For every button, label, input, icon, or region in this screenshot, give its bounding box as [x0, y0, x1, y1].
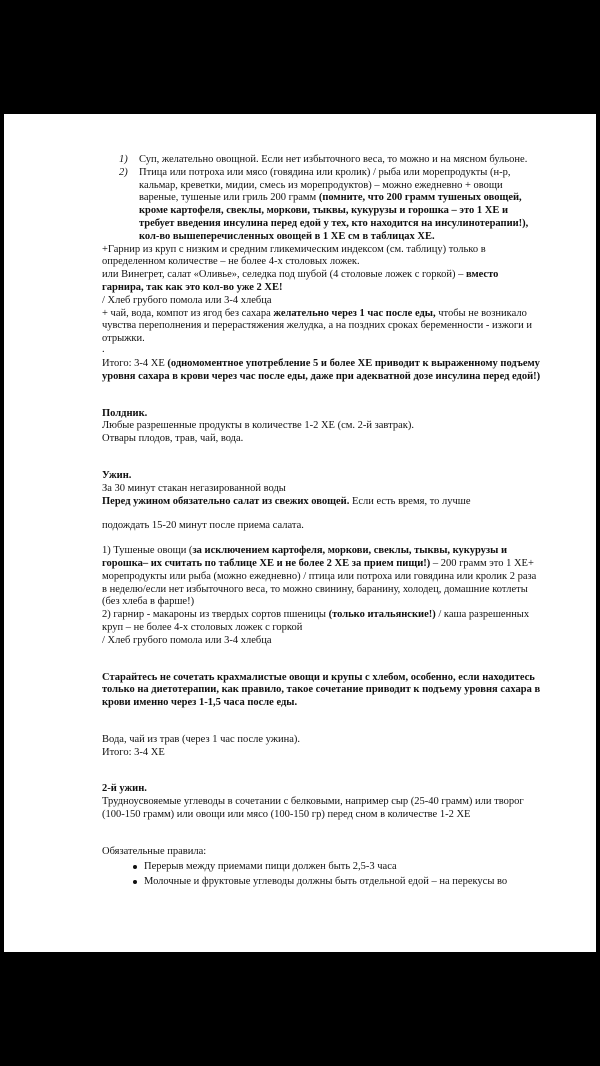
snack-heading: Полдник. — [102, 407, 148, 419]
document-page — [4, 114, 596, 952]
list-item — [102, 876, 542, 889]
dot-line: . — [102, 343, 105, 355]
vinegret-bold: вместо гарнира, так как это кол-во уже 2 ХЕ! — [102, 269, 499, 293]
total-bold: (одномоментное употребление 5 и более ХЕ приводит к выраженному подъему уровня сахара в крови через час после еды, даже при адекватной дозе инсулина перед едой!) — [102, 357, 541, 382]
dinner-item-1 — [102, 545, 542, 609]
dinner2-text: Трудноусвояемые углеводы в сочетании с белковыми, например сыр (25-40 грамм) или творог (100-150 грамм) или овощи или мясо (100-150 гр) перед сном в количестве 1-2 ХЕ — [102, 796, 524, 821]
list-item — [102, 167, 542, 244]
total-text: Итого: 3-4 ХЕ — [102, 357, 168, 369]
rules-list — [102, 861, 542, 890]
list-number: 2) — [119, 166, 128, 178]
lunch-list — [102, 154, 542, 244]
bread-line: / Хлеб грубого помола или 3-4 хлебца — [102, 294, 272, 306]
garnish-paragraph — [102, 244, 542, 270]
list-number: 1) — [119, 154, 128, 165]
drinks-paragraph — [102, 308, 542, 346]
dinner-salad-text: Если есть время, то лучше — [349, 495, 471, 507]
dinner-salad-bold: Перед ужином обязательно салат из свежих овощей. — [102, 495, 350, 507]
bread-line-2: / Хлеб грубого помола или 3-4 хлебца — [102, 634, 272, 646]
dinner-water: За 30 минут стакан негазированной воды — [102, 482, 286, 494]
dinner-item-2-bold: (только итальянские!) — [328, 609, 436, 621]
drinks-text: + чай, вода, компот из ягод без сахара — [102, 307, 274, 319]
dinner-salad — [102, 496, 542, 509]
dinner-item-1-text-end: – 200 грамм это 1 ХЕ+ морепродукты или рыба (можно ежедневно) / птица или потроха или говядина или кролик 2 раза в неделю/если нет избыточного веса, то можно свинину, баранину, холодец, домашние котлеты (без хлеба в фарше!) — [102, 557, 537, 608]
vinegret-text: или Винегрет, салат «Оливье», селедка под шубой (4 столовые ложек с горкой) – — [102, 269, 466, 281]
snack-line-1: Любые разрешенные продукты в количестве 1-2 ХЕ (см. 2-й завтрак). — [102, 420, 414, 432]
list-text-bold: (помните, что 200 грамм тушеных овощей, кроме картофеля, свеклы, моркови, тыквы, кукурузы и горошка – это 1 ХЕ и требует введения инсулина перед едой у тех, кто находится на инсулинотерапии!), кол-во вышеперечисленных овощей в 1 ХЕ см в таблицах ХЕ. — [139, 192, 529, 242]
warning-paragraph: Старайтесь не сочетать крахмалистые овощи и крупы с хлебом, особенно, если находитесь только на диетотерапии, как правило, такое сочетание приводит к подъему уровня сахара в крови именно через 1-1,5 часа после еды. — [102, 671, 541, 709]
dinner2-heading: 2-й ужин. — [102, 783, 147, 795]
document-content — [102, 154, 542, 892]
dinner-item-1-bold: за исключением картофеля, моркови, свеклы, тыквы, кукурузы и горошка– их считать по таблице ХЕ и не более 2 ХЕ за прием пищи!) — [102, 545, 508, 569]
snack-line-2: Отвары плодов, трав, чай, вода. — [102, 433, 244, 445]
vinegret-paragraph — [102, 269, 542, 295]
list-text: Суп, желательно овощной. Если нет избыточного веса, то можно и на мясном бульоне. — [139, 154, 528, 165]
dinner-item-2-text: 2) гарнир - макароны из твердых сортов пшеницы — [102, 609, 329, 621]
list-item — [102, 861, 542, 874]
dinner-item-2 — [102, 609, 542, 635]
list-text: Птица или потроха или мясо (говядина или кролик) / рыба или морепродукты (н-р, кальмар, креветки, мидии, смесь из морепродуктов) – можно ежедневно + овощи вареные, тушеные или гриль 200 грамм — [139, 166, 511, 204]
after-dinner-line: Вода, чай из трав (через 1 час после ужина). — [102, 733, 301, 745]
dinner-heading: Ужин. — [102, 469, 132, 481]
bullet-icon — [133, 865, 137, 869]
garnish-text: +Гарнир из круп с низким и средним гликемическим индексом (см. таблицу) только в определенном количестве – не более 4-х столовых ложек. — [102, 243, 486, 268]
rule-text: Молочные и фруктовые углеводы должны быть отдельной едой – на перекусы во — [144, 876, 508, 888]
list-item — [102, 154, 542, 167]
total-line-2: Итого: 3-4 ХЕ — [102, 746, 165, 758]
dinner-item-2-text-end: / каша разрешенных круп – не более 4-х столовых ложек с горкой — [102, 609, 530, 633]
rule-text: Перерыв между приемами пищи должен быть 2,5-3 часа — [144, 860, 397, 872]
rules-heading: Обязательные правила: — [102, 845, 207, 857]
drinks-bold: желательно через 1 час после еды, — [273, 307, 436, 319]
total-paragraph — [102, 358, 542, 384]
dinner-item-1-text: 1) Тушеные овощи ( — [102, 545, 193, 557]
drinks-text-end: чтобы не возникало чувства переполнения и перерастяжения желудка, а на поздних сроках беременности - изжоги и отрыжки. — [102, 307, 533, 345]
bullet-icon — [133, 880, 137, 884]
dinner-wait: подождать 15-20 минут после приема салата. — [102, 520, 304, 532]
